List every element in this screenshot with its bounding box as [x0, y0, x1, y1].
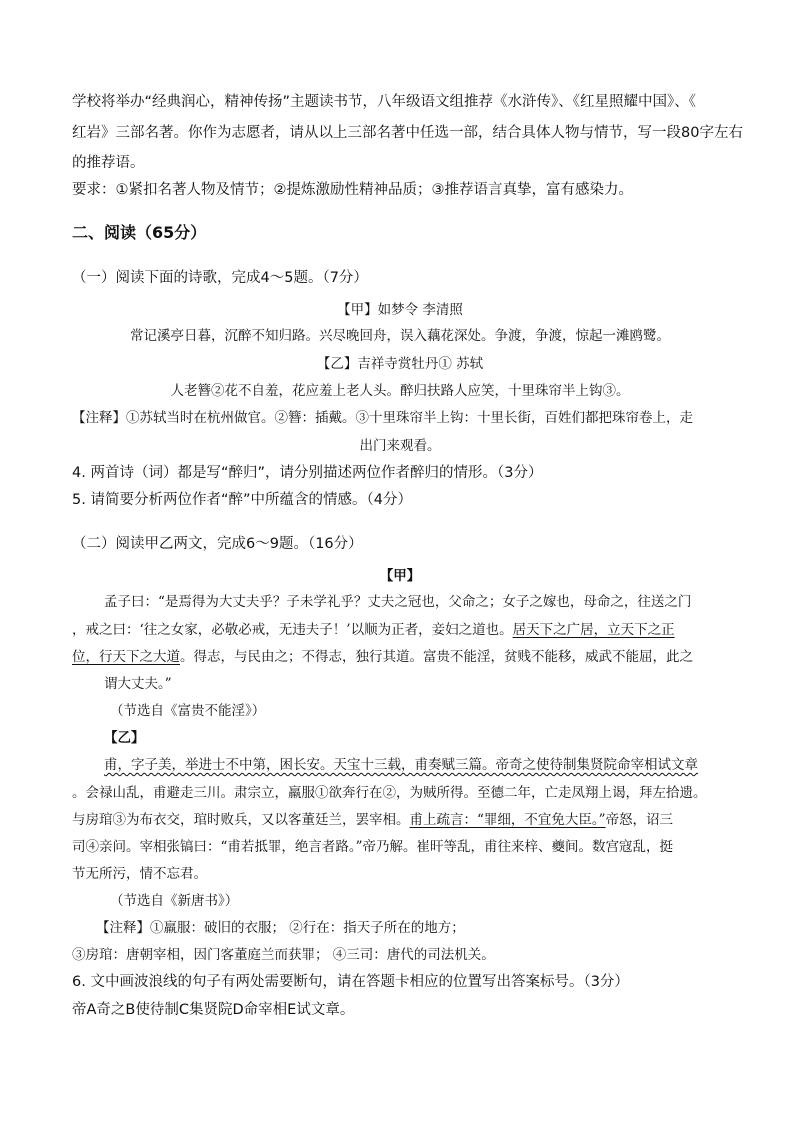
question-4: 4. 两首诗（词）都是写“醉归”，请分别描述两位作者醉归的情形。（3分）: [72, 465, 543, 481]
text-jia-source: （节选自《富贵不能淫》）: [110, 703, 266, 719]
text-jia-line-1: 孟子曰：“是焉得为大丈夫乎？子未学礼乎？丈夫之冠也，父命之；女子之嫁也，母命之，往送之门: [104, 594, 692, 610]
text-yi-wavy-sentence: 甫，字子美，举进士不中第，困长安。天宝十三载，甫奏赋三篇。帝奇之使待制集贤院命宰相试文章: [104, 757, 698, 773]
text-yi-notes-line-2: ③房琯：唐朝宰相，因门客董庭兰而获罪； ④三司：唐代的司法机关。: [72, 947, 495, 963]
text-jia-line-3: [72, 647, 728, 667]
text-jia-line-2: [72, 620, 728, 640]
text-jia-underlined-phrase-2: 位，行天下之大道: [72, 649, 180, 665]
poem-notes-line-2: 出门来观看。: [359, 438, 441, 454]
poem2-text: 人老簪②花不自羞，花应羞上老人头。醉归扶路人应笑，十里珠帘半上钩③。: [170, 383, 630, 399]
text-jia-underlined-phrase-1: 居天下之广居，立天下之正: [512, 622, 675, 638]
poem1-title: 【甲】如梦令 李清照: [337, 302, 463, 318]
text-yi-line-2: 。会禄山乱，甫避走三川。肃宗立，羸服①欲奔行在②，为贼所得。至德二年，亡走凤翔上谒，拜左拾遗。: [72, 785, 707, 801]
text-jia-title: 【甲】: [379, 568, 421, 584]
poem2-title: 【乙】吉祥寺赏牡丹① 苏轼: [316, 356, 484, 372]
text-yi-notes-line-1: 【注释】①羸服：破旧的衣服； ②行在：指天子所在的地方；: [96, 920, 465, 936]
intro-line-2: 红岩》三部名著。你作为志愿者，请从以上三部名著中任选一部，结合具体人物与情节，写一段80字左右: [72, 125, 743, 141]
intro-line-3: 的推荐语。: [72, 155, 145, 171]
text-yi-line-3-plain-b: 帝怒，诏三: [605, 812, 674, 828]
text-yi-line-1: [104, 755, 728, 775]
question-6-sentence: 帝A奇之B使待制C集贤院D命宰相E试文章。: [72, 1002, 355, 1018]
part2-heading: （二）阅读甲乙两文，完成6～9题。（16分）: [72, 536, 363, 552]
part1-heading: （一）阅读下面的诗歌，完成4～5题。（7分）: [72, 270, 368, 286]
text-yi-underlined-sentence: 甫上疏言：“罪细，不宜免大臣。”: [409, 812, 606, 828]
section-heading: 二、阅读（65分）: [72, 223, 207, 242]
text-yi-title: 【乙】: [104, 730, 145, 746]
text-yi-source: （节选自《新唐书》）: [110, 893, 239, 909]
text-jia-line-3-plain: 。得志，与民由之；不得志，独行其道。富贵不能淫，贫贱不能移，威武不能屈，此之: [180, 649, 693, 665]
question-5: 5. 请简要分析两位作者“醉”中所蕴含的情感。（4分）: [72, 492, 412, 508]
text-yi-line-3: [72, 810, 728, 830]
poem1-text: 常记溪亭日暮，沉醉不知归路。兴尽晚回舟，误入藕花深处。争渡，争渡，惊起一滩鸥鹭。: [130, 328, 670, 344]
intro-line-1: 学校将举办“经典润心，精神传扬”主题读书节，八年级语文组推荐《水浒传》、《红星照耀中国》、《: [72, 94, 697, 110]
text-jia-line-2-plain: ，戒之曰：‘往之女家，必敬必戒，无违夫子！’以顺为正者，妾妇之道也。: [72, 622, 513, 638]
poem-notes-line-1: 【注释】①苏轼当时在杭州做官。②簪：插戴。③十里珠帘半上钩：十里长街，百姓们都把珠帘卷上，走: [72, 410, 693, 426]
question-6: 6. 文中画波浪线的句子有两处需要断句，请在答题卡相应的位置写出答案标号。（3分）: [72, 974, 629, 990]
text-yi-line-3-plain-a: 与房琯③为布衣交，琯时败兵，又以客董廷兰，罢宰相。: [72, 812, 410, 828]
text-yi-line-4: 司④亲问。宰相张镐曰：“甫若抵罪，绝言者路。”帝乃解。崔旰等乱，甫往来梓、夔间。数宫寇乱，挺: [72, 839, 674, 855]
intro-requirements: 要求：①紧扣名著人物及情节；②提炼激励性精神品质；③推荐语言真挚，富有感染力。: [72, 182, 633, 198]
text-yi-line-5: 节无所污，情不忘君。: [72, 866, 207, 882]
text-jia-line-4: 谓大丈夫。”: [104, 676, 172, 692]
